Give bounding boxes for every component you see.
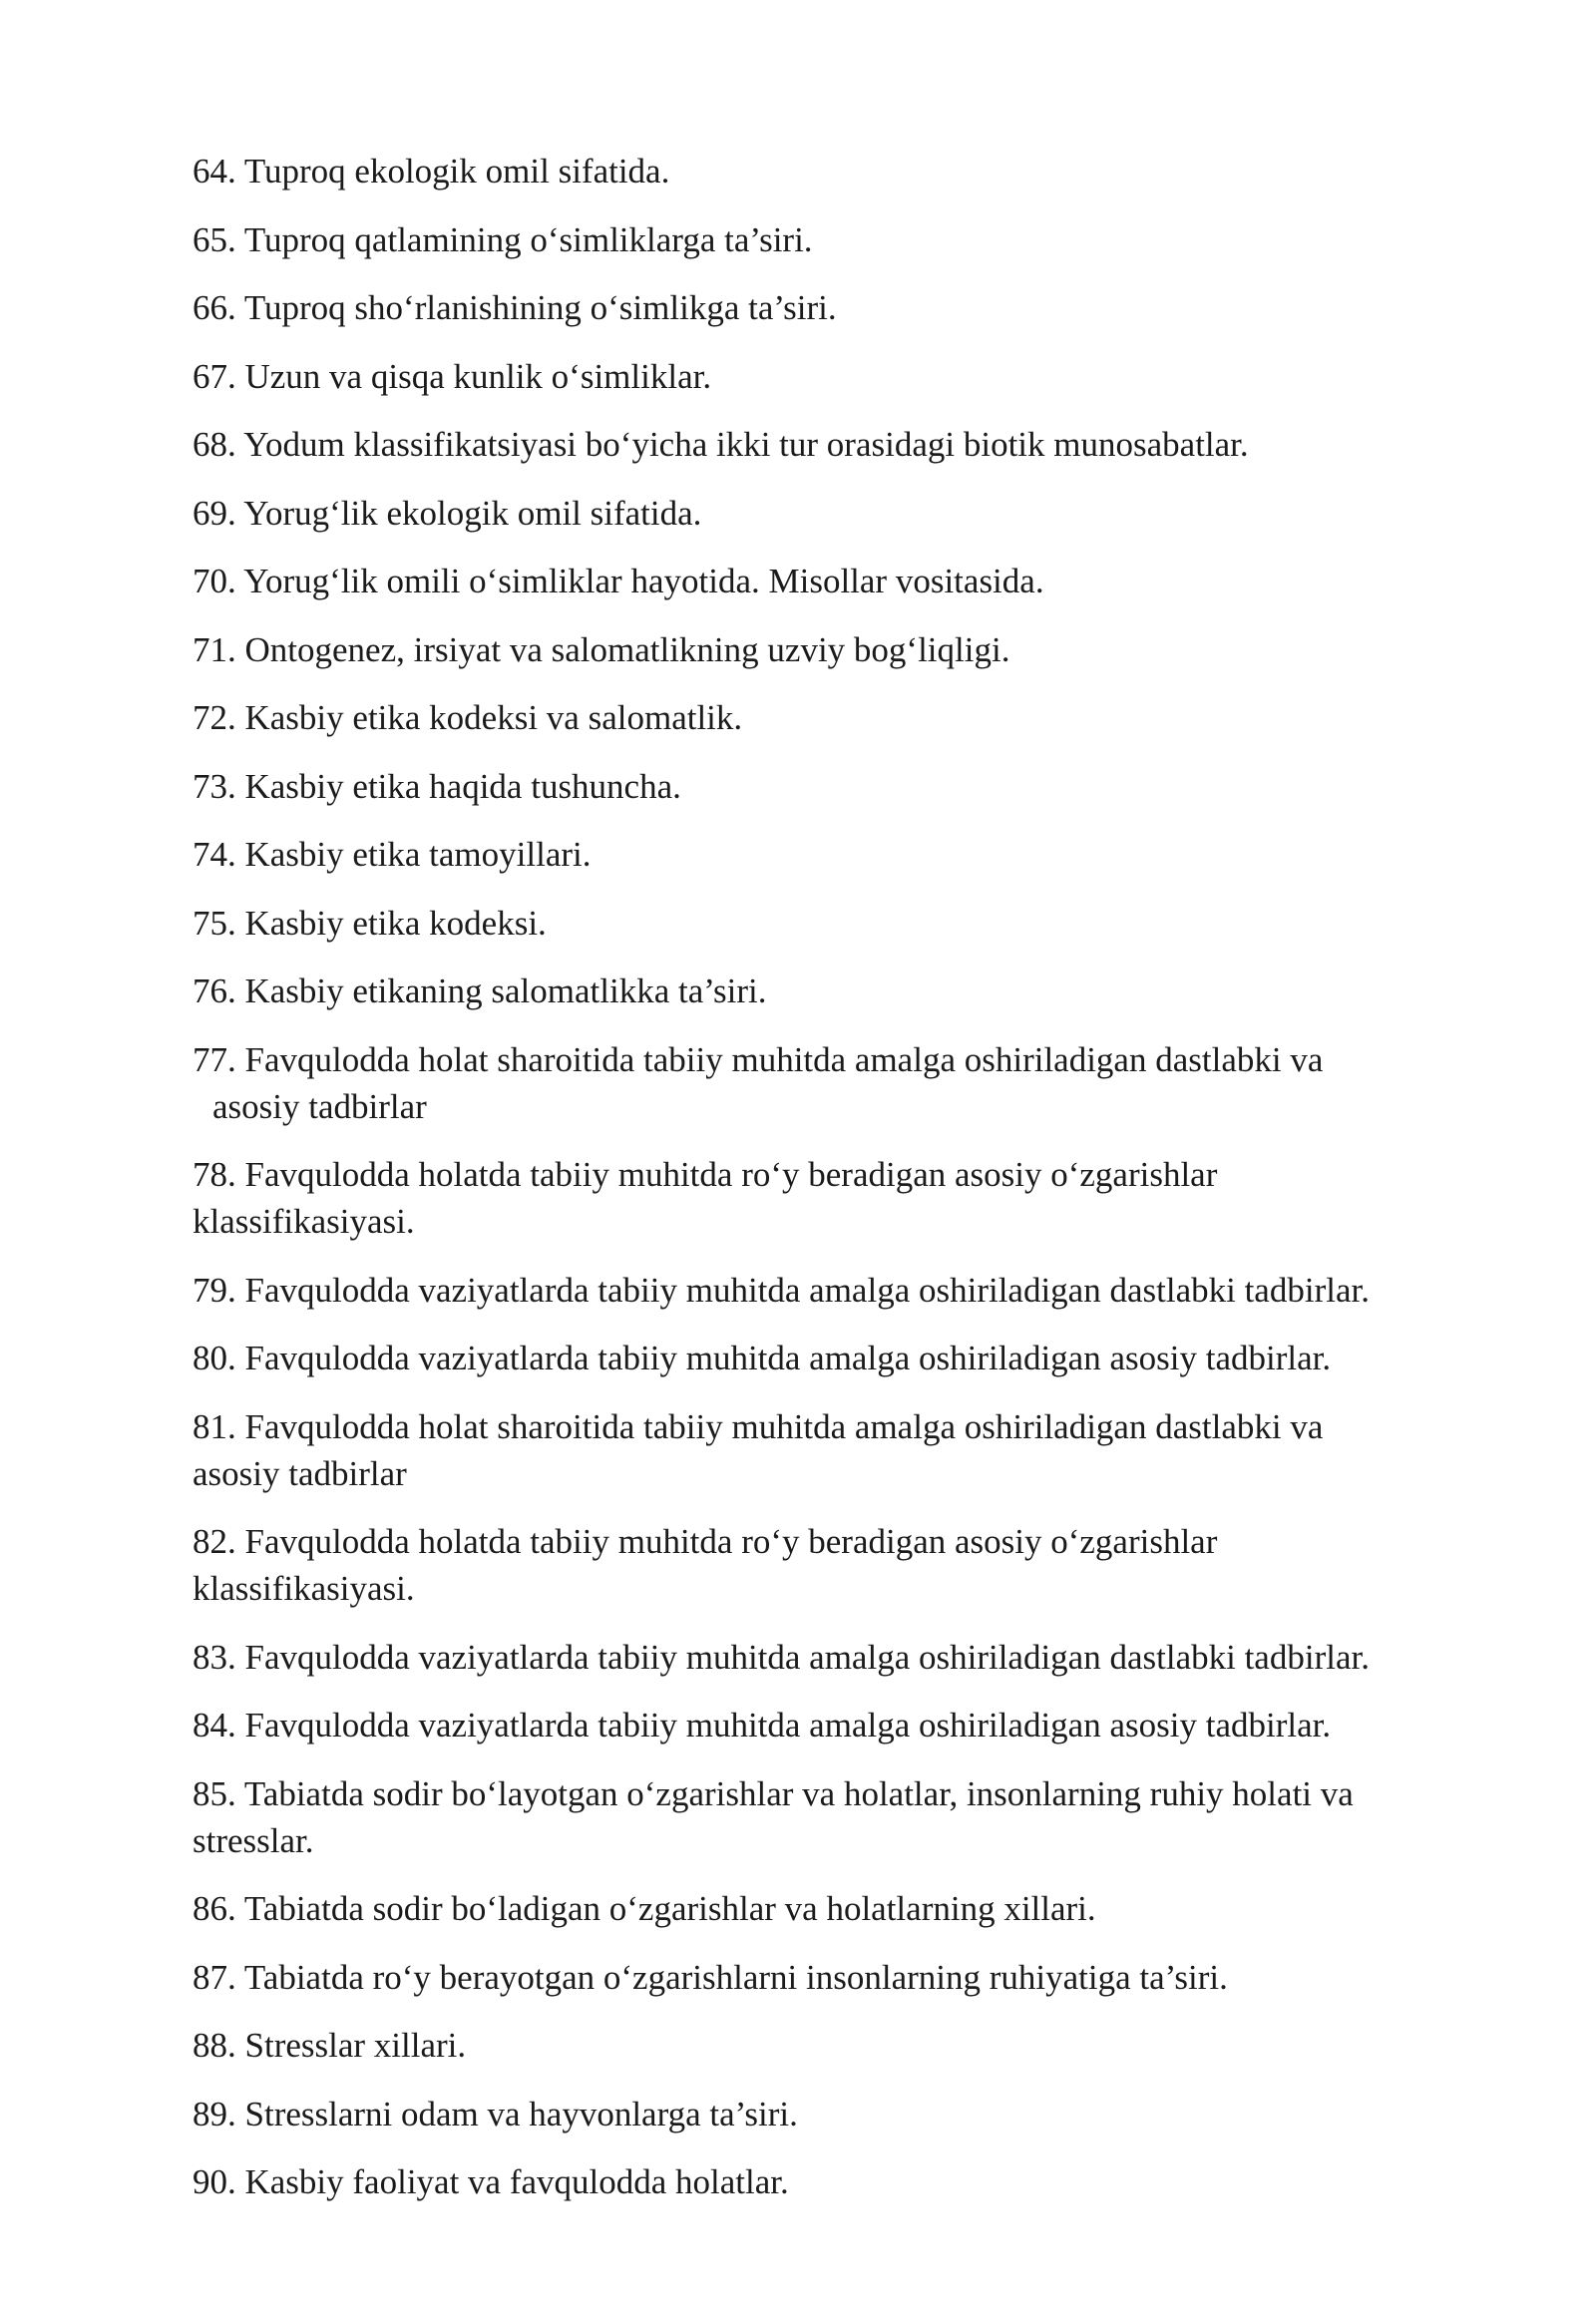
list-item (193, 421, 1479, 468)
list-item (193, 1885, 1479, 1932)
list-item (193, 694, 1479, 741)
list-item (193, 1151, 1479, 1245)
list-item (193, 353, 1479, 400)
list-item (193, 1634, 1479, 1681)
list-item-text: 81. Favqulodda holat sharoitida tabiiy muhitda amalga oshiriladigan dastlabki va (193, 1406, 1324, 1446)
list-item-text: 85. Tabiatda sodir bo‘layotgan o‘zgarishlar va holatlar, insonlarning ruhiy holati va (193, 1773, 1354, 1813)
list-item (193, 900, 1479, 947)
list-item-text: 71. Ontogenez, irsiyat va salomatlikning uzviy bog‘liqligi. (193, 629, 1010, 669)
list-item-text-continuation: asosiy tadbirlar (193, 1453, 407, 1493)
list-item-text: 72. Kasbiy etika kodeksi va salomatlik. (193, 698, 743, 737)
list-item-text: 76. Kasbiy etikaning salomatlikka ta’siri. (193, 971, 767, 1010)
list-item-text: 79. Favqulodda vaziyatlarda tabiiy muhitda amalga oshiriladigan dastlabki tadbirlar. (193, 1270, 1370, 1310)
list-item (193, 1403, 1479, 1497)
list-item (193, 968, 1479, 1014)
list-item-text: 84. Favqulodda vaziyatlarda tabiiy muhitda amalga oshiriladigan asosiy tadbirlar. (193, 1706, 1332, 1744)
list-item-text: 78. Favqulodda holatda tabiiy muhitda ro‘y beradigan asosiy o‘zgarishlar (193, 1155, 1218, 1194)
list-item-text: 75. Kasbiy etika kodeksi. (193, 903, 547, 943)
list-item (193, 490, 1479, 537)
list-item (193, 2091, 1479, 2137)
list-item (193, 148, 1479, 194)
list-item (193, 216, 1479, 263)
list-item-text: 90. Kasbiy faoliyat va favqulodda holatlar. (193, 2162, 789, 2201)
list-item-text: 77. Favqulodda holat sharoitida tabiiy muhitda amalga oshiriladigan dastlabki va (193, 1039, 1324, 1079)
list-item (193, 626, 1479, 673)
list-item (193, 558, 1479, 604)
list-item-text: 64. Tuproq ekologik omil sifatida. (193, 152, 670, 191)
list-item-text: 87. Tabiatda ro‘y berayotgan o‘zgarishlarni insonlarning ruhiyatiga ta’siri. (193, 1957, 1228, 1997)
list-item (193, 1335, 1479, 1381)
list-item-text: 74. Kasbiy etika tamoyillari. (193, 835, 592, 874)
list-item (193, 1518, 1479, 1612)
list-item (193, 1702, 1479, 1748)
list-item-text: 83. Favqulodda vaziyatlarda tabiiy muhitda amalga oshiriladigan dastlabki tadbirlar. (193, 1637, 1370, 1677)
list-item-text-continuation: asosiy tadbirlar (212, 1086, 427, 1126)
list-item-text-continuation: stresslar. (193, 1820, 314, 1860)
list-item-text: 89. Stresslarni odam va hayvonlarga ta’siri. (193, 2094, 798, 2133)
list-item-text: 70. Yorug‘lik omili o‘simliklar hayotida. Misollar vositasida. (193, 562, 1044, 600)
list-item-text: 66. Tuproq sho‘rlanishining o‘simlikga ta’siri. (193, 288, 837, 327)
list-item (193, 2158, 1479, 2205)
list-item-text: 86. Tabiatda sodir bo‘ladigan o‘zgarishlar va holatlarning xillari. (193, 1889, 1096, 1928)
list-item-text: 67. Uzun va qisqa kunlik o‘simliklar. (193, 356, 712, 396)
list-item (193, 763, 1479, 810)
list-item-text: 80. Favqulodda vaziyatlarda tabiiy muhitda amalga oshiriladigan asosiy tadbirlar. (193, 1339, 1332, 1377)
list-item-text: 68. Yodum klassifikatsiyasi bo‘yicha ikki tur orasidagi biotik munosabatlar. (193, 425, 1249, 464)
list-item-text: 69. Yorug‘lik ekologik omil sifatida. (193, 493, 702, 533)
list-item (193, 1770, 1479, 1864)
list-item-text-continuation: klassifikasiyasi. (193, 1569, 415, 1608)
list-item (193, 831, 1479, 878)
list-item (193, 1036, 1479, 1130)
list-item (193, 2022, 1479, 2069)
list-item (193, 284, 1479, 331)
list-item (193, 1267, 1479, 1314)
list-item (193, 1954, 1479, 2001)
list-item-text: 88. Stresslar xillari. (193, 2026, 467, 2065)
list-item-text: 65. Tuproq qatlamining o‘simliklarga ta’siri. (193, 219, 813, 259)
topic-list (193, 148, 1479, 2227)
list-item-text: 73. Kasbiy etika haqida tushuncha. (193, 766, 681, 806)
list-item-text: 82. Favqulodda holatda tabiiy muhitda ro‘y beradigan asosiy o‘zgarishlar (193, 1522, 1218, 1561)
list-item-text-continuation: klassifikasiyasi. (193, 1202, 415, 1241)
